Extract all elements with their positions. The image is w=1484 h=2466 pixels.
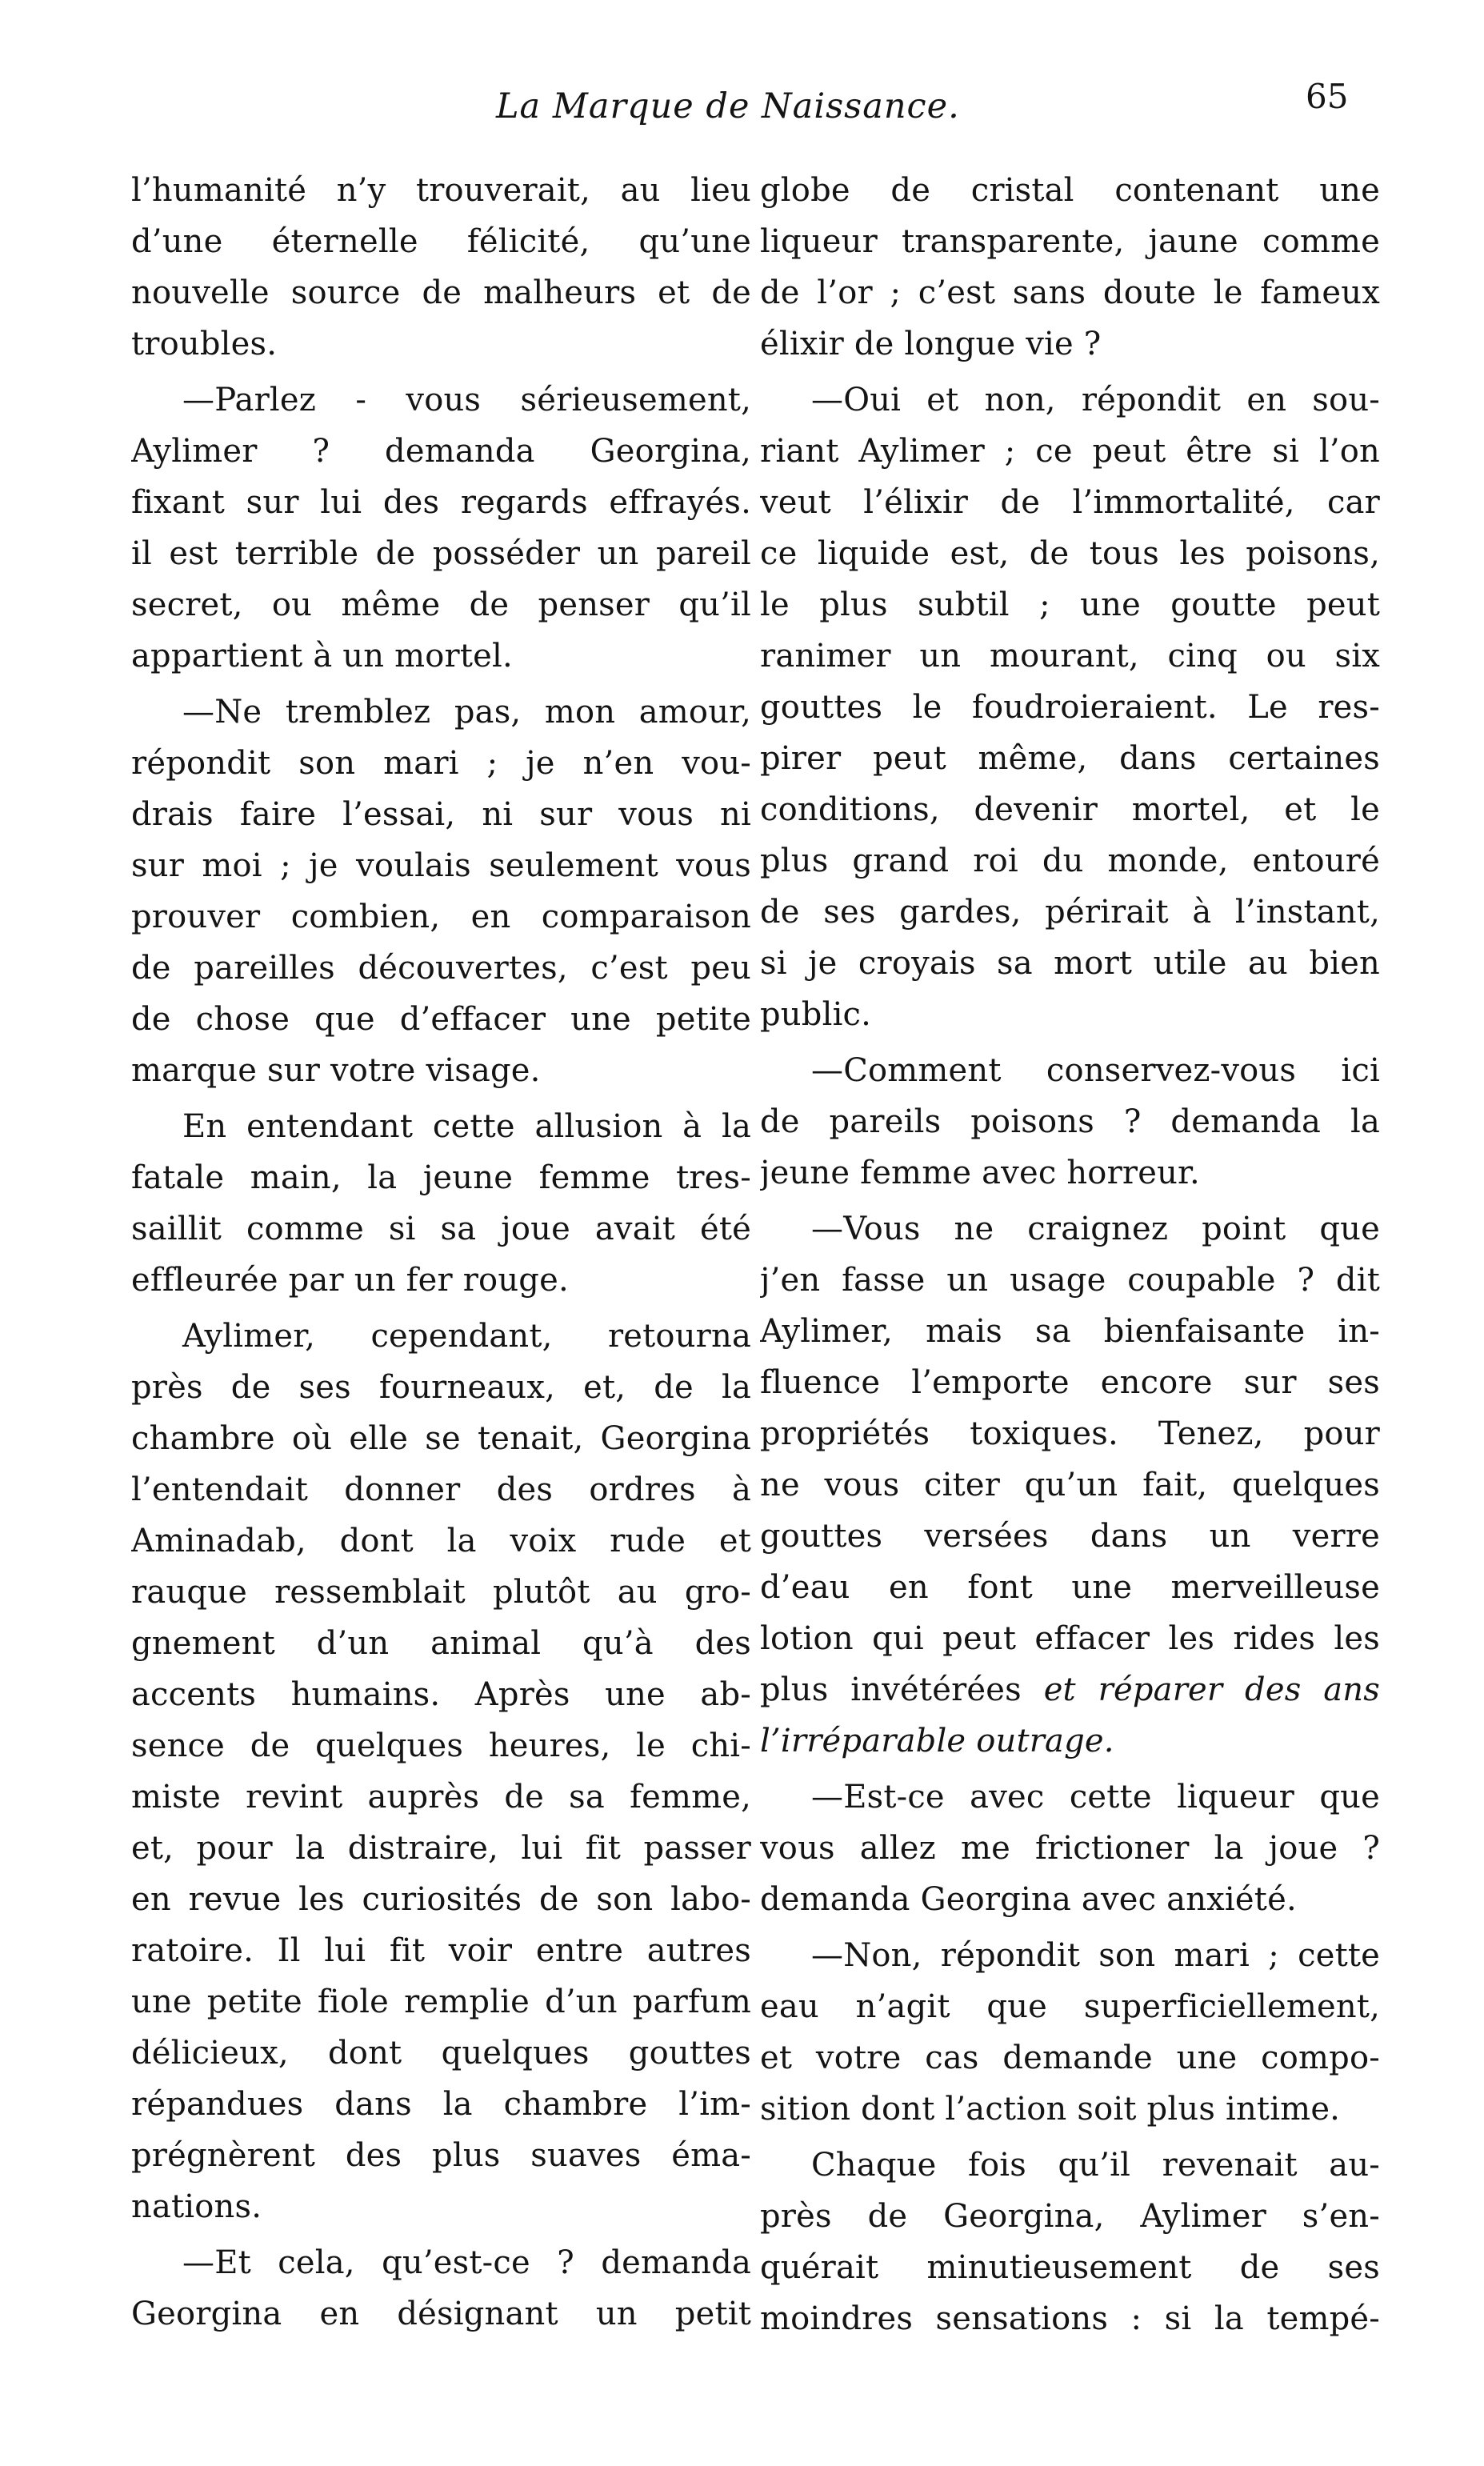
text-line — [131, 1255, 751, 1306]
text-line — [760, 267, 1380, 318]
text-line — [131, 2079, 751, 2130]
line-text: Aylimer ? demanda Georgina, — [131, 433, 751, 470]
text-line — [760, 2293, 1380, 2344]
text-line — [131, 994, 751, 1045]
line-text: nations. — [131, 2188, 262, 2225]
line-text: lotion qui peut effacer les rides les — [760, 1620, 1380, 1657]
text-line — [760, 1255, 1380, 1306]
text-line — [131, 1413, 751, 1464]
text-line — [131, 789, 751, 840]
text-line — [131, 267, 751, 318]
line-text: sur moi ; je voulais seulement vous — [131, 847, 751, 884]
line-text: de ses gardes, périrait à l’instant, — [760, 894, 1380, 931]
text-line — [131, 2028, 751, 2079]
text-line — [760, 1771, 1380, 1823]
text-line — [131, 1669, 751, 1720]
line-text: répandues dans la chambre l’im- — [131, 2086, 751, 2123]
text-line — [131, 687, 751, 738]
text-line — [131, 1311, 751, 1362]
text-line — [760, 528, 1380, 579]
line-text: —Oui et non, répondit en sou- — [811, 382, 1380, 418]
line-text: Aylimer, cependant, retourna — [182, 1318, 751, 1355]
page-number: 65 — [1306, 77, 1349, 116]
line-text: répondit son mari ; je n’en vou- — [131, 745, 751, 782]
text-line — [131, 891, 751, 943]
line-text: gouttes versées dans un verre — [760, 1518, 1380, 1555]
text-line — [131, 2237, 751, 2288]
text-line — [760, 1664, 1380, 1715]
text-line — [760, 989, 1380, 1040]
line-text: En entendant cette allusion à la — [182, 1108, 751, 1145]
line-text: fixant sur lui des regards effrayés. — [131, 484, 751, 521]
text-line — [131, 1101, 751, 1152]
line-text: l’humanité n’y trouverait, au lieu — [131, 172, 751, 209]
line-text: près de Georgina, Aylimer s’en- — [760, 2198, 1380, 2235]
text-line — [760, 682, 1380, 733]
text-line — [760, 938, 1380, 989]
line-text: délicieux, dont quelques gouttes — [131, 2035, 751, 2072]
line-text: globe de cristal contenant une — [760, 172, 1380, 209]
line-text: —Parlez - vous sérieusement, — [182, 382, 751, 418]
text-line — [760, 1981, 1380, 2032]
italic-text: l’irréparable outrage. — [760, 1723, 1114, 1759]
text-line — [760, 165, 1380, 216]
text-line — [131, 426, 751, 477]
line-text: drais faire l’essai, ni sur vous ni — [131, 796, 751, 833]
text-line — [760, 631, 1380, 682]
line-text: le plus subtil ; une goutte peut — [760, 586, 1380, 623]
text-line — [131, 1045, 751, 1096]
line-text: saillit comme si sa joue avait été — [131, 1211, 751, 1247]
line-text: fatale main, la jeune femme tres- — [131, 1159, 751, 1196]
text-line — [131, 1720, 751, 1771]
text-line — [760, 733, 1380, 784]
text-line — [760, 1408, 1380, 1459]
line-text: et, pour la distraire, lui fit passer — [131, 1830, 751, 1867]
line-text: eau n’agit que superficiellement, — [760, 1988, 1380, 2025]
line-text: —Ne tremblez pas, mon amour, — [182, 694, 751, 731]
text-line — [760, 1715, 1380, 1767]
line-text: nouvelle source de malheurs et de — [131, 274, 751, 311]
line-text: veut l’élixir de l’immortalité, car — [760, 484, 1380, 521]
line-text: élixir de longue vie ? — [760, 326, 1102, 362]
line-text: il est terrible de posséder un pareil — [131, 535, 751, 572]
text-line — [760, 2140, 1380, 2191]
line-text: prouver combien, en comparaison — [131, 899, 751, 935]
line-text: troubles. — [131, 326, 278, 362]
line-text: pirer peut même, dans certaines — [760, 740, 1380, 777]
text-line — [131, 2181, 751, 2232]
line-text: j’en fasse un usage coupable ? dit — [760, 1262, 1380, 1299]
text-line — [131, 840, 751, 891]
text-line — [131, 1567, 751, 1618]
text-line — [760, 1459, 1380, 1511]
text-line — [760, 1874, 1380, 1925]
line-text: prégnèrent des plus suaves éma- — [131, 2137, 751, 2174]
line-text: ne vous citer qu’un fait, quelques — [760, 1467, 1380, 1503]
line-text: gnement d’un animal qu’à des — [131, 1625, 751, 1662]
text-line — [131, 2288, 751, 2340]
text-line — [131, 1874, 751, 1925]
line-text: d’une éternelle félicité, qu’une — [131, 223, 751, 260]
line-text: sition dont l’action soit plus intime. — [760, 2091, 1341, 2128]
text-line — [760, 1147, 1380, 1199]
line-text: près de ses fourneaux, et, de la — [131, 1369, 751, 1406]
text-line — [760, 318, 1380, 370]
line-text: liqueur transparente, jaune comme — [760, 223, 1380, 260]
line-text: Aminadab, dont la voix rude et — [131, 1523, 751, 1559]
line-text: conditions, devenir mortel, et le — [760, 791, 1380, 828]
text-line — [760, 579, 1380, 631]
line-text: une petite fiole remplie d’un parfum — [131, 1984, 751, 2020]
text-line — [131, 1515, 751, 1567]
line-text: d’eau en font une merveilleuse — [760, 1569, 1380, 1606]
line-text: Aylimer, mais sa bienfaisante in- — [760, 1313, 1380, 1350]
text-line — [131, 579, 751, 631]
text-line — [760, 1511, 1380, 1562]
line-text: quérait minutieusement de ses — [760, 2249, 1380, 2286]
left-text-column — [131, 165, 751, 2340]
text-line — [131, 943, 751, 994]
text-line — [131, 1203, 751, 1255]
line-text: appartient à un mortel. — [131, 638, 513, 675]
text-line — [131, 1976, 751, 2028]
text-line — [131, 1771, 751, 1823]
line-text: —Vous ne craignez point que — [811, 1211, 1380, 1247]
text-line — [131, 631, 751, 682]
running-title: La Marque de Naissance. — [496, 86, 960, 126]
text-line — [760, 835, 1380, 887]
text-line — [131, 216, 751, 267]
text-line — [760, 1930, 1380, 1981]
line-text: gouttes le foudroieraient. Le res- — [760, 689, 1380, 726]
line-text: accents humains. Après une ab- — [131, 1676, 751, 1713]
text-line — [131, 477, 751, 528]
text-line — [131, 165, 751, 216]
line-text: —Non, répondit son mari ; cette — [811, 1937, 1380, 1974]
text-line — [131, 1925, 751, 1976]
line-text: propriétés toxiques. Tenez, pour — [760, 1415, 1380, 1452]
line-text: ce liquide est, de tous les poisons, — [760, 535, 1380, 572]
text-line — [131, 1618, 751, 1669]
line-text: secret, ou même de penser qu’il — [131, 586, 751, 623]
text-line — [131, 318, 751, 370]
text-line — [131, 1362, 751, 1413]
text-line — [131, 2130, 751, 2181]
right-text-column — [760, 165, 1380, 2344]
line-text: sence de quelques heures, le chi- — [131, 1727, 751, 1764]
text-line — [760, 1306, 1380, 1357]
line-text: si je croyais sa mort utile au bien — [760, 945, 1380, 982]
line-text: demanda Georgina avec anxiété. — [760, 1881, 1297, 1918]
text-line — [760, 2242, 1380, 2293]
text-line — [760, 1562, 1380, 1613]
line-text: —Est-ce avec cette liqueur que — [811, 1779, 1380, 1815]
text-line — [131, 738, 751, 789]
line-text: ratoire. Il lui fit voir entre autres — [131, 1932, 751, 1969]
line-text: de l’or ; c’est sans doute le fameux — [760, 274, 1380, 311]
italic-text: et réparer des ans — [1043, 1671, 1380, 1708]
text-line — [760, 1823, 1380, 1874]
text-line — [760, 216, 1380, 267]
line-text: ranimer un mourant, cinq ou six — [760, 638, 1380, 675]
text-line — [760, 374, 1380, 426]
line-text: Georgina en désignant un petit — [131, 2296, 751, 2332]
line-text: moindres sensations : si la tempé- — [760, 2300, 1380, 2337]
line-text: Chaque fois qu’il revenait au- — [811, 2147, 1380, 2184]
line-text: chambre où elle se tenait, Georgina — [131, 1420, 751, 1457]
text-line — [760, 1045, 1380, 1096]
line-text: et votre cas demande une compo- — [760, 2040, 1380, 2076]
text-line — [131, 1464, 751, 1515]
text-line — [131, 1152, 751, 1203]
line-text: —Comment conservez-vous ici — [811, 1052, 1380, 1089]
line-text: miste revint auprès de sa femme, — [131, 1779, 751, 1815]
line-text: vous allez me frictioner la joue ? — [760, 1830, 1380, 1867]
line-text: de pareilles découvertes, c’est peu — [131, 950, 751, 987]
text-line — [760, 887, 1380, 938]
text-line — [760, 426, 1380, 477]
line-text: —Et cela, qu’est-ce ? demanda — [182, 2244, 751, 2281]
text-line — [760, 1096, 1380, 1147]
text-line — [760, 477, 1380, 528]
line-text: effleurée par un fer rouge. — [131, 1262, 569, 1299]
text-line — [760, 2032, 1380, 2084]
line-text: public. — [760, 996, 872, 1033]
text-line — [760, 1613, 1380, 1664]
line-text: de pareils poisons ? demanda la — [760, 1103, 1380, 1140]
text-line — [131, 1823, 751, 1874]
line-text: plus grand roi du monde, entouré — [760, 843, 1380, 879]
line-text: de chose que d’effacer une petite — [131, 1001, 751, 1038]
text-line — [760, 1357, 1380, 1408]
text-line — [760, 2191, 1380, 2242]
text-line — [760, 784, 1380, 835]
line-text: rauque ressemblait plutôt au gro- — [131, 1574, 751, 1611]
line-text: marque sur votre visage. — [131, 1052, 541, 1089]
text-line — [760, 2084, 1380, 2135]
line-text: jeune femme avec horreur. — [760, 1155, 1200, 1191]
text-line — [760, 1203, 1380, 1255]
line-text: fluence l’emporte encore sur ses — [760, 1364, 1380, 1401]
line-text: plus invétérées — [760, 1671, 1044, 1708]
line-text: l’entendait donner des ordres à — [131, 1471, 751, 1508]
text-line — [131, 528, 751, 579]
line-text: riant Aylimer ; ce peut être si l’on — [760, 433, 1380, 470]
text-line — [131, 374, 751, 426]
line-text: en revue les curiosités de son labo- — [131, 1881, 751, 1918]
